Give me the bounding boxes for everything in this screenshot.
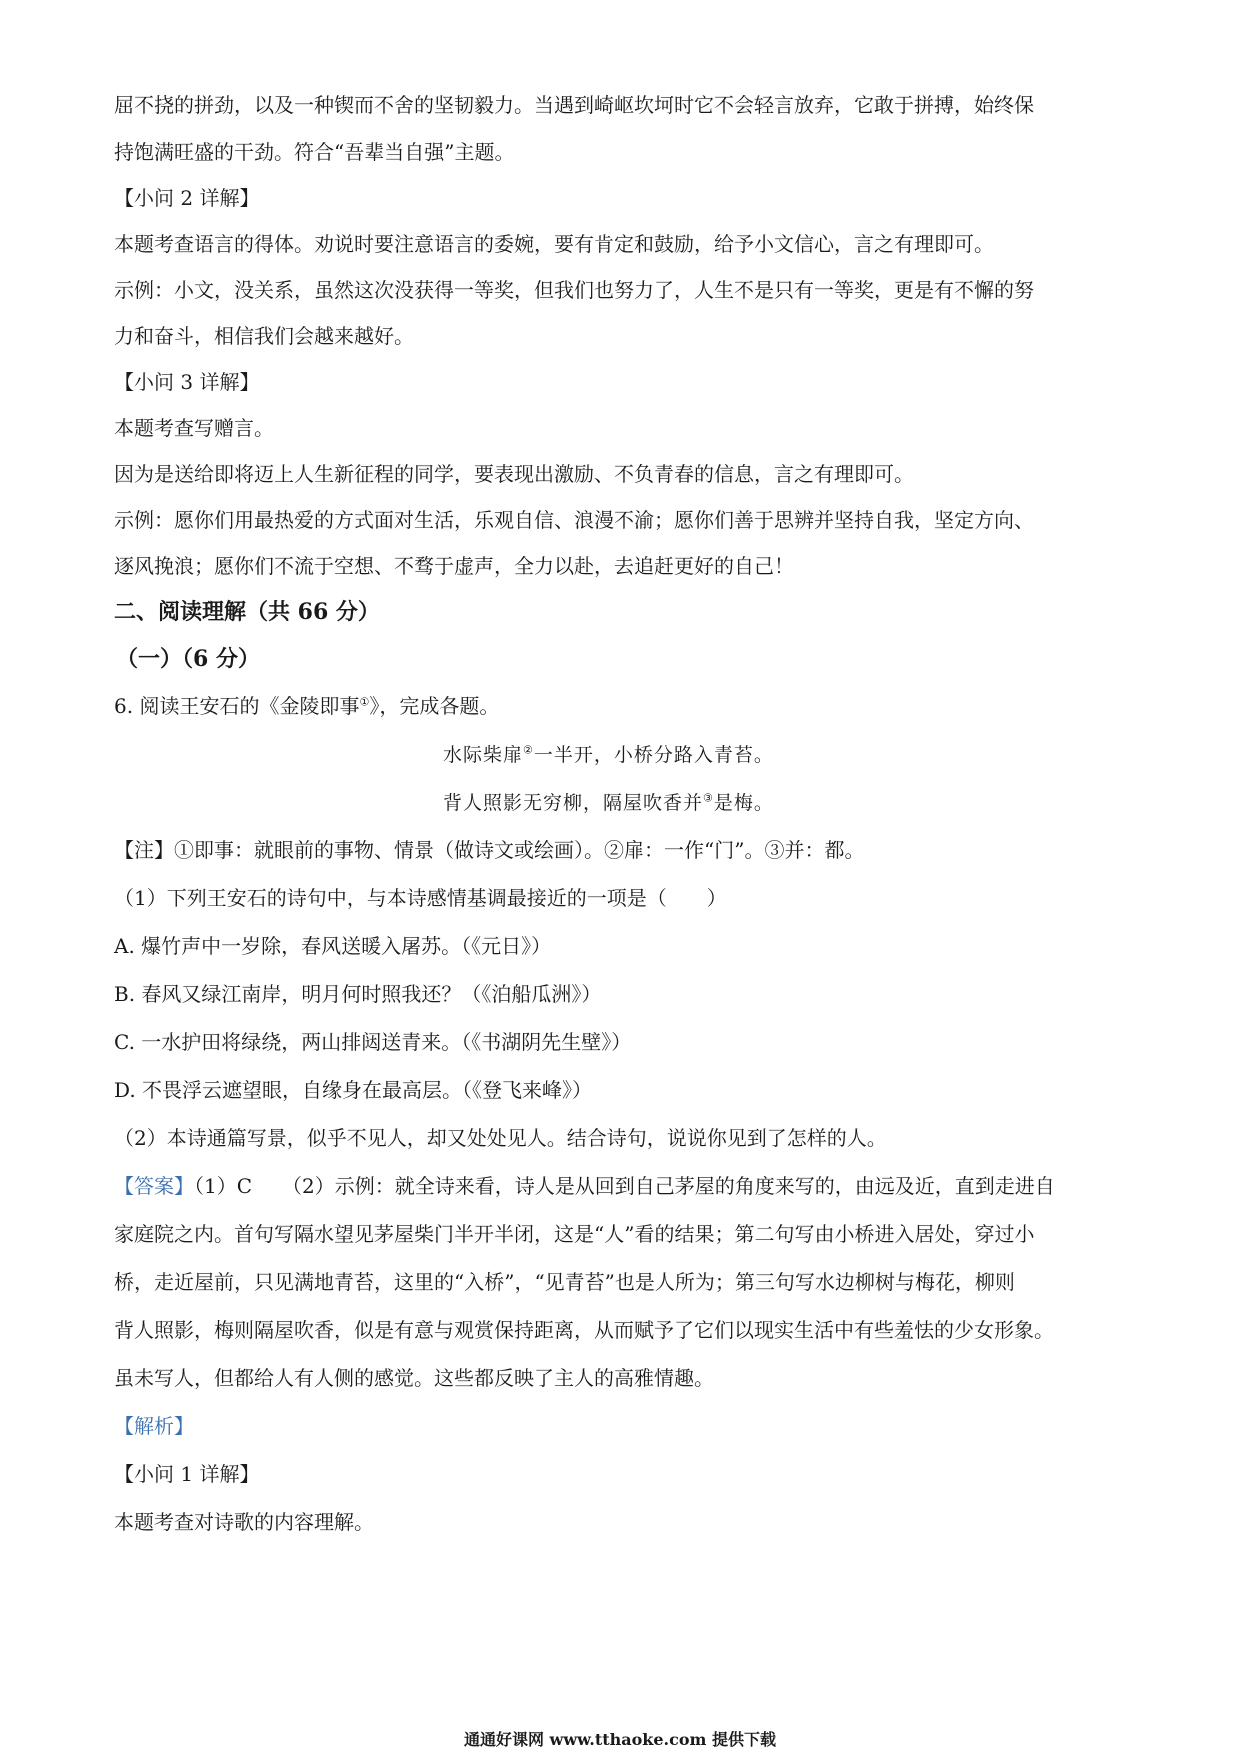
answer-text: 家庭院之内。首句写隔水望见茅屋柴门半开半闭，这是“人”看的结果；第二句写由小桥进入居处，穿过小 [114, 1222, 1035, 1246]
detail-label: 【小问 3 详解】 [114, 370, 260, 394]
footnote-mark: ① [359, 695, 370, 709]
footnote-mark: ② [523, 743, 534, 757]
answer-text: （1）C （2）示例：就全诗来看，诗人是从回到自己茅屋的角度来写的，由远及近，直到走进自 [194, 1174, 1055, 1198]
option-d: D. 不畏浮云遮望眼，自缘身在最高层。（《登飞来峰》） [114, 1078, 593, 1102]
text-line: 因为是送给即将迈上人生新征程的同学，要表现出激励、不负青春的信息，言之有理即可。 [114, 462, 914, 486]
section-heading: 二、阅读理解（共 66 分） [114, 599, 380, 625]
answer-label: 【答案】 [114, 1174, 194, 1198]
detail-label: 【小问 1 详解】 [114, 1462, 260, 1486]
analysis-label: 【解析】 [114, 1414, 194, 1438]
text-line: 持饱满旺盛的干劲。符合“吾辈当自强”主题。 [114, 140, 515, 164]
question-6 [114, 692, 499, 720]
page-footer: 通通好课网 www.tthaoke.com 提供下载 [463, 1730, 777, 1749]
answer-text: 桥，走近屋前，只见满地青苔，这里的“入桥”，“见青苔”也是人所为；第三句写水边柳树与梅花，柳则 [114, 1270, 1015, 1294]
text-line: 示例：小文，没关系，虽然这次没获得一等奖，但我们也努力了，人生不是只有一等奖，更是有不懈的努 [114, 278, 1034, 302]
option-c: C. 一水护田将绿绕，两山排闼送青来。（《书湖阴先生壁》） [114, 1030, 632, 1054]
answer-text: 虽未写人，但都给人有人侧的感觉。这些都反映了主人的高雅情趣。 [114, 1366, 714, 1390]
option-a: A. 爆竹声中一岁除，春风送暖入屠苏。（《元日》） [114, 934, 552, 958]
answer-text: 背人照影，梅则隔屋吹香，似是有意与观赏保持距离，从而赋予了它们以现实生活中有些羞怯的少女形象。 [114, 1318, 1054, 1342]
text-line: 本题考查对诗歌的内容理解。 [114, 1510, 374, 1534]
text-line: 力和奋斗，相信我们会越来越好。 [114, 324, 414, 348]
sub-heading: （一）（6 分） [116, 646, 260, 672]
text-line: 示例：愿你们用最热爱的方式面对生活，乐观自信、浪漫不渝；愿你们善于思辨并坚持自我，坚定方向、 [114, 508, 1034, 532]
question-6-text-end: 》，完成各题。 [369, 694, 500, 718]
poem-line-1: 水际柴扉②一半开，小桥分路入青苔。 [443, 743, 774, 766]
text-line: 本题考查写赠言。 [114, 416, 274, 440]
poem-line-2: 背人照影无穷柳，隔屋吹香并③是梅。 [443, 791, 774, 814]
answer-line [114, 1172, 1055, 1200]
text-line: 屈不挠的拼劲，以及一种锲而不舍的坚韧毅力。当遇到崎岖坎坷时它不会轻言放弃，它敢于拼搏，始终保 [114, 93, 1034, 117]
detail-label: 【小问 2 详解】 [114, 186, 260, 210]
footnote-mark: ③ [703, 791, 714, 805]
sub-question-1: （1）下列王安石的诗句中，与本诗感情基调最接近的一项是（ ） [114, 886, 727, 910]
sub-question-2: （2）本诗通篇写景，似乎不见人，却又处处见人。结合诗句，说说你见到了怎样的人。 [114, 1126, 887, 1150]
question-6-text: 6. 阅读王安石的《金陵即事 [114, 694, 360, 718]
poem-note: 【注】①即事：就眼前的事物、情景（做诗文或绘画）。②扉：一作“门”。③并：都。 [114, 838, 865, 862]
text-line: 逐风挽浪；愿你们不流于空想、不骛于虚声，全力以赴，去追赶更好的自己！ [114, 554, 794, 578]
option-b: B. 春风又绿江南岸，明月何时照我还？（《泊船瓜洲》） [114, 982, 602, 1006]
text-line: 本题考查语言的得体。劝说时要注意语言的委婉，要有肯定和鼓励，给予小文信心，言之有理即可。 [114, 232, 994, 256]
